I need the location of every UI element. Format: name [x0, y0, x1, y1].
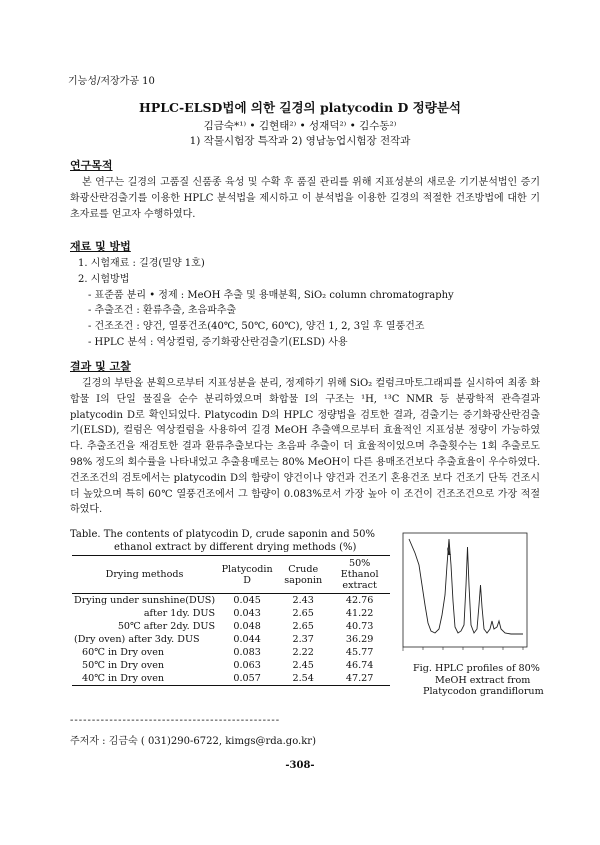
table-row	[72, 620, 390, 633]
table-row	[72, 659, 390, 672]
figure-caption-line: MeOH extract from	[435, 674, 531, 686]
hplc-chromatogram	[395, 525, 535, 655]
table-header-cell: Drying methods	[72, 556, 217, 594]
table-caption-line: Table. The contents of platycodin D, crude saponin and 50%	[70, 529, 375, 540]
table-cell: 50℃ after 2dy. DUS	[117, 621, 216, 632]
figure-caption-line: Platycodon grandiflorum	[423, 686, 544, 697]
purpose-paragraph	[70, 175, 540, 222]
table-cell: 47.27	[329, 672, 390, 686]
table-cell: 36.29	[345, 634, 374, 645]
results-paragraph	[70, 376, 540, 518]
table-cell: 2.43	[292, 595, 314, 606]
methods-item: - 건조조건 : 양건, 열풍건조(40℃, 50℃, 60℃), 양건 1, 2, 3일 후 열풍건조	[88, 321, 425, 333]
table-row	[72, 594, 390, 608]
table-cell: 40.73	[345, 621, 374, 632]
drying-methods-table	[72, 555, 390, 686]
section-heading-results: 결과 및 고찰	[70, 360, 131, 373]
series-header: 기능성/저장가공 10	[68, 76, 155, 87]
table-cell: 0.044	[233, 634, 261, 645]
table-row	[72, 672, 390, 686]
table-caption	[70, 528, 390, 554]
table-header-cell: Crude saponin	[277, 556, 329, 594]
affiliations: 1) 작물시험장 특작과 2) 영남농업시험장 전작과	[189, 135, 411, 147]
table-row	[72, 607, 390, 620]
table-row	[72, 633, 390, 646]
table-cell: 2.37	[292, 634, 314, 645]
methods-item: 2. 시험방법	[78, 273, 130, 285]
chromatogram-trace	[409, 539, 523, 634]
methods-item: - HPLC 분석 : 역상컬럼, 증기화광산란검출기(ELSD) 사용	[88, 336, 348, 348]
table-header-cell: 50% Ethanol extract	[329, 556, 390, 594]
table-cell: 60℃ in Dry oven	[82, 647, 165, 658]
table-cell: 0.045	[233, 595, 261, 606]
methods-item: - 추출조건 : 환류추출, 초음파추출	[88, 305, 237, 317]
table-cell: 2.45	[292, 660, 314, 671]
table-cell: 42.76	[345, 595, 374, 606]
table-cell: 0.083	[233, 647, 261, 658]
table-cell: 2.22	[292, 647, 314, 658]
methods-item: 1. 시험재료 : 길경(밀양 1호)	[78, 258, 205, 269]
table-cell: 2.54	[277, 672, 329, 686]
table-header-row	[72, 556, 390, 594]
results-text: 길경의 부탄올 분획으로부터 지표성분을 분리, 정제하기 위해 SiO₂ 컬럼크마토그래피를 실시하여 최종 화합물 I의 단일 물질을 순수 분리하였으며 화합물 I의 구조는 ¹H, ¹³C NMR 등 분광학적 관측결과 platycodin D로 확인되었다. Platycodin D의 HPLC 정량법을 검토한 결과, 검출기는 증기화광산란검출기(ELSD), 컬럼은 역상컬럼을 사용하여 길경 MeOH 추출액으로부터 효율적인 지표성분 정량이 가능하였다. 추출조건을 재검토한 결과 환류추출보다는 초음파 추출이 더 효율적이었으며 추출횟수는 1회 추출로도 98% 정도의 회수률을 나타내었고 추출용매로는 80% MeOH이 다른 용매조건보다 추출효율이 우수하였다. 건조조건의 검토에서는 platycodin D의 함량이 양건이나 양건과 건조기 혼용건조 보다 건조기 단독 건조시 더 높았으며 특히 60℃ 열풍건조에서 그 함량이 0.083%로서 가장 높아 이 조건이 건조조건으로 가장 적절하였다.	[70, 378, 540, 516]
section-heading-purpose: 연구목적	[70, 159, 113, 172]
table-cell: 40℃ in Dry oven	[72, 672, 217, 686]
section-heading-methods: 재료 및 방법	[70, 240, 131, 253]
methods-item: - 표준품 분리 • 정제 : MeOH 추출 및 용매분획, SiO₂ column chromatography	[88, 289, 454, 301]
table-cell: 0.063	[233, 660, 261, 671]
table-cell: 50℃ in Dry oven	[82, 660, 165, 671]
paper-title: HPLC-ELSD법에 의한 길경의 platycodin D 정량분석	[139, 100, 461, 115]
table-cell: 41.22	[345, 608, 374, 619]
corresponding-author: 주저자 : 김금숙 ( 031)290-6722, kimgs@rda.go.kr)	[70, 736, 316, 747]
chromatogram-ticks	[403, 647, 523, 651]
page-number: -308-	[285, 760, 315, 771]
table-cell: 0.043	[233, 608, 261, 619]
table-row	[72, 646, 390, 659]
figure-caption	[413, 663, 553, 698]
table-cell: (Dry oven) after 3dy. DUS	[74, 634, 200, 645]
table-cell: after 1dy. DUS	[143, 608, 216, 619]
methods-list	[78, 256, 454, 351]
table-cell: 46.74	[345, 660, 374, 671]
footnote-rule: ------------------------------------------------	[70, 715, 281, 726]
chromatogram-frame	[403, 533, 527, 647]
table-cell: 45.77	[345, 647, 374, 658]
figure-caption-line: Fig. HPLC profiles of 80%	[413, 663, 540, 674]
table-caption-line: ethanol extract by different drying methods (%)	[114, 542, 357, 553]
purpose-text: 본 연구는 길경의 고품질 신품종 육성 및 수확 후 품질 관리를 위해 지표성분의 새로운 기기분석법인 증기화광산란검출기를 이용한 HPLC 분석법을 제시하고 이 분석법을 이용한 길경의 적절한 건조방법에 대한 기초자료를 얻고자 수행하였다.	[70, 177, 540, 220]
author-list: 김금숙*¹⁾ • 김현태²⁾ • 성재덕²⁾ • 김수동²⁾	[203, 120, 397, 132]
table-cell: 2.65	[292, 608, 314, 619]
table-cell: 0.048	[233, 621, 261, 632]
table-cell: 0.057	[217, 672, 277, 686]
table-header-cell: Platycodin D	[217, 556, 277, 594]
table-cell: Drying under sunshine(DUS)	[74, 595, 216, 606]
table-cell: 2.65	[292, 621, 314, 632]
